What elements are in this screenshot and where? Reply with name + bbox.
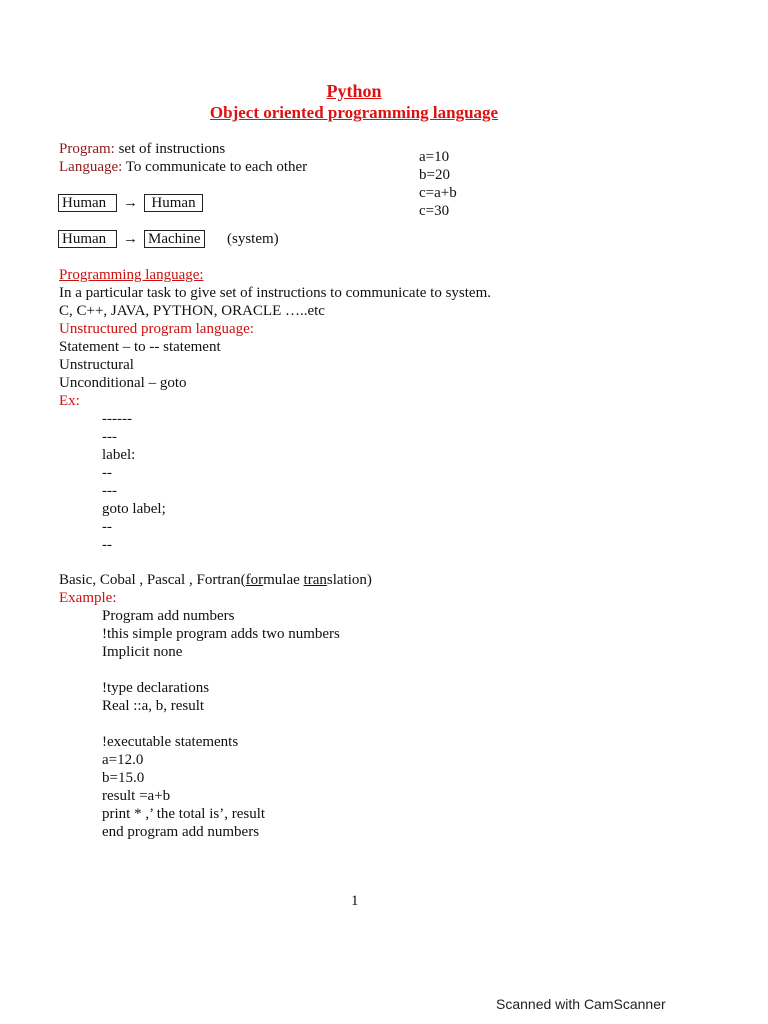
page-title: Python	[326, 81, 382, 101]
example-code-line: !executable statements	[102, 734, 239, 750]
languages-pre: Basic, Cobal , Pascal , Fortran(	[59, 572, 246, 588]
arrow-right-icon: →	[123, 195, 138, 211]
page-number: 1	[351, 893, 359, 909]
side-code-line: b=20	[419, 167, 450, 183]
example-code-line: result =a+b	[102, 788, 171, 804]
example-code-line: !type declarations	[102, 680, 210, 696]
machine-box: Machine	[144, 230, 205, 248]
languages-underline-tran: tran	[303, 572, 327, 588]
programming-language-def: In a particular task to give set of instructions to communicate to system.	[59, 285, 491, 301]
ex-code-line: ------	[102, 411, 132, 427]
unstructured-line: Statement – to -- statement	[59, 339, 221, 355]
ex-code-line: ---	[102, 483, 117, 499]
scanner-watermark: Scanned with CamScanner	[496, 996, 666, 1012]
program-definition	[59, 140, 225, 158]
language-def: To communicate to each other	[122, 159, 308, 175]
example-code-line: a=12.0	[102, 752, 144, 768]
example-code-line: Program add numbers	[102, 608, 235, 624]
program-def: set of instructions	[114, 141, 226, 157]
example-code-line: Implicit none	[102, 644, 183, 660]
system-note: (system)	[227, 231, 279, 247]
language-definition	[59, 158, 307, 176]
example-code-line: end program add numbers	[102, 824, 260, 840]
example-code-line: print * ,’ the total is’, result	[102, 806, 266, 822]
languages-list: C, C++, JAVA, PYTHON, ORACLE …..etc	[59, 303, 325, 319]
ex-code-line: label:	[102, 447, 136, 463]
human-box: Human	[58, 230, 117, 248]
ex-code-line: goto label;	[102, 501, 166, 517]
ex-code-line: --	[102, 465, 112, 481]
ex-label: Ex:	[59, 393, 80, 409]
arrow-right-icon: →	[123, 231, 138, 247]
language-term: Language:	[59, 159, 123, 175]
programming-language-heading: Programming language:	[59, 267, 204, 283]
human-box: Human	[144, 194, 203, 212]
languages-underline-for: for	[245, 572, 264, 588]
old-languages-line	[59, 571, 372, 589]
languages-post: slation)	[326, 572, 372, 588]
side-code-line: a=10	[419, 149, 450, 165]
human-box: Human	[58, 194, 117, 212]
page-subtitle: Object oriented programming language	[209, 103, 499, 122]
unstructured-line: Unconditional – goto	[59, 375, 187, 391]
ex-code-line: ---	[102, 429, 117, 445]
ex-code-line: --	[102, 537, 112, 553]
languages-mid: mulae	[263, 572, 304, 588]
side-code-line: c=30	[419, 203, 450, 219]
example-code-line: b=15.0	[102, 770, 145, 786]
program-term: Program:	[59, 141, 115, 157]
example-label: Example:	[59, 590, 117, 606]
diagram-row-human-human	[58, 194, 203, 212]
example-code-line: Real ::a, b, result	[102, 698, 205, 714]
example-code-line: !this simple program adds two numbers	[102, 626, 340, 642]
ex-code-line: --	[102, 519, 112, 535]
unstructured-line: Unstructural	[59, 357, 134, 373]
unstructured-heading: Unstructured program language:	[59, 321, 254, 337]
side-code-line: c=a+b	[419, 185, 457, 201]
diagram-row-human-machine	[58, 230, 279, 248]
